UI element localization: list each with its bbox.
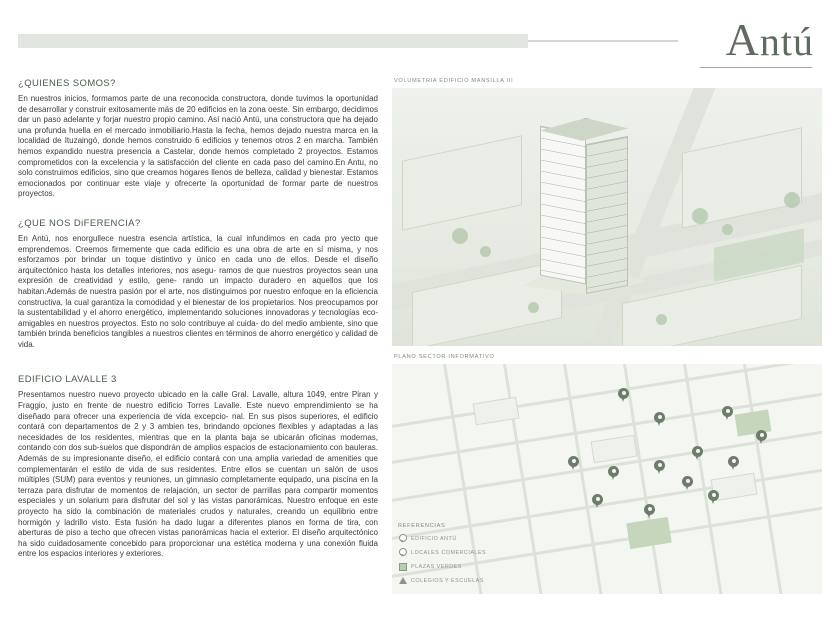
- tower-face-left: [540, 126, 586, 285]
- tree-icon: [480, 246, 491, 257]
- tree-icon: [528, 302, 539, 313]
- building-render: [392, 88, 822, 346]
- map-caption: PLANO SECTOR INFORMATIVO: [394, 354, 495, 360]
- text-column: [18, 78, 378, 560]
- tree-icon: [692, 208, 708, 224]
- tower-volume: [540, 118, 628, 290]
- sector-map: [392, 364, 822, 594]
- map-pin[interactable]: [722, 406, 733, 420]
- legend-item-label: LOCALES COMERCIALES: [411, 549, 487, 556]
- tower-floor-lines: [587, 137, 627, 293]
- map-block: [591, 435, 638, 464]
- header-band-secondary: [528, 40, 678, 42]
- section-title: EDIFICIO LAVALLE 3: [18, 374, 117, 386]
- section-que-nos-diferencia: [18, 218, 378, 351]
- figure-column: [392, 78, 822, 608]
- header-band-primary: [18, 34, 528, 48]
- brand-name-rest: ntú: [759, 19, 814, 64]
- tree-icon: [722, 224, 733, 235]
- brand-name: [694, 14, 814, 65]
- brand-name-initial: A: [725, 14, 760, 65]
- pin-icon: [398, 534, 407, 543]
- tree-icon: [656, 314, 667, 325]
- map-pin[interactable]: [592, 494, 603, 508]
- tree-icon: [452, 228, 468, 244]
- tower-face-right: [586, 136, 628, 294]
- map-pin[interactable]: [708, 490, 719, 504]
- map-pin[interactable]: [692, 446, 703, 460]
- legend-item-label: COLEGIOS Y ESCUELAS: [411, 577, 484, 584]
- section-quienes-somos: [18, 78, 378, 200]
- section-body: En Antú, nos enorgullece nuestra esencia artística, la cual infundimos en cada pro yecto que emprendemos. Creemos firmemente que cada edificio es una obra de arte en sí misma, y nos esforzamos por brindar un toque distintivo y único en cada uno de ellos. Desde el diseño arquitectónico hasta los detalles interiores, nos asegu- ramos de que nuestros proyectos sean una expresión de creatividad y estilo, gene- rando un impacto duradero en aquellos que los habitan.Además de nuestra pasión por el arte, nos distinguimos por nuestro enfoque en la eficiencia constructiva, la cual garantiza la comodidad y el bienestar de los propietarios. Nos preocupamos por la sustentabilidad y el ahorro energético, implementando soluciones innovadoras y tecnologías eco-amigables en nuestros proyectos. Esto no solo contribuye al cuida- do del medio ambiente, sino que también brinda beneficios tangibles a nuestros clientes en términos de ahorro energético y calidad de vida.: [18, 233, 378, 349]
- legend-item-label: PLAZAS VERDES: [411, 563, 462, 570]
- map-pin[interactable]: [654, 460, 665, 474]
- map-pin[interactable]: [654, 412, 665, 426]
- legend-item: [398, 576, 548, 585]
- pin-icon: [398, 548, 407, 557]
- legend-item: [398, 534, 548, 543]
- map-pin[interactable]: [756, 430, 767, 444]
- square-icon: [398, 562, 407, 571]
- tree-icon: [784, 192, 800, 208]
- brand-underline: [700, 67, 812, 68]
- legend-item-label: EDIFICIO ANTÚ: [411, 535, 457, 542]
- legend-item: [398, 548, 548, 557]
- triangle-icon: [398, 576, 407, 585]
- map-pin[interactable]: [618, 388, 629, 402]
- map-pin[interactable]: [728, 456, 739, 470]
- render-caption: VOLUMETRIA EDIFICIO MANSILLA III: [394, 78, 514, 84]
- legend-title: REFERENCIAS: [398, 523, 446, 529]
- tower-floor-lines: [541, 127, 585, 284]
- map-pin[interactable]: [644, 504, 655, 518]
- map-legend: [398, 523, 548, 590]
- header-band: [18, 34, 678, 48]
- map-pin[interactable]: [608, 466, 619, 480]
- map-green-area: [626, 517, 672, 549]
- legend-item: [398, 562, 548, 571]
- brand-logo: [694, 14, 814, 70]
- section-title: ¿QUE NOS DiFERENCIA?: [18, 217, 141, 229]
- section-body: En nuestros inicios, formamos parte de una reconocida constructora, donde tuvimos la oportunidad de desarrollar y construir exitosamente más de 20 edificios en la zona oeste. Sin embargo, decidimos dar un paso adelante y forjar nuestro propio camino. Así nació Antú, una constructora que ha dejado una profunda huella en el mercado inmobiliario.Hasta la fecha, hemos dejado nuestra marca en la localidad de Ituzaingó, donde hemos construido 6 edificios y tenemos otros 2 en marcha. También hemos expandido nuestra presencia a Castelar, donde hemos completado 2 proyectos. Estamos comprometidos con la excelencia y la satisfacción del cliente en cada paso del camino.En Antu, no solo construimos edificios, sino que creamos hogares llenos de belleza, calidad y bienestar. Estamos emocionados por continuar este viaje y ofrecerte la oportunidad de formar parte de nuestros proyectos.: [18, 94, 378, 199]
- section-edificio-lavalle-3: [18, 374, 378, 560]
- section-title: ¿QUIENES SOMOS?: [18, 78, 116, 89]
- section-body: Presentamos nuestro nuevo proyecto ubicado en la calle Gral. Lavalle, altura 1049, entre Piran y Fraggio, justo en frente de nuestro edificio Torres Lavalle. Este nuevo emprendimiento se ha diseñado para ofrecer una experiencia de vida excepcio- nal. En sus pisos superiores, el edificio contará con departamentos de 2 y 3 ambien tes, brindando opciones flexibles y adaptadas a las necesidades de los residentes, mientras que en la planta baja se ubicarán oficinas modernas, contando con dos sub-suelos que dispondrán de amplios espacios de estacionamiento con bauleras. Además de su impresionante diseño, el edificio contará con una amplia variedad de amenities que complementarán el estilo de vida de sus residentes. Entre ellos se cuentan un salón de usos múltiples (SUM) para eventos y reuniones, un gimnasio completamente equipado, una piscina en la terraza para disfrutar de momentos de relajación, un sector de parrillas para compartir momentos especiales y un solarium para disfrutar del sol y las vistas panorámicas. Nuestro enfoque en este proyecto ha sido la combinación de materiales crudos y naturales, creando un equilibrio entre hormigón y ladrillo visto. Esta fusión ha dado lugar a diferentes planos en forma de tira, con aberturas de piso a techo que ofrecen vistas panorámicas hacia el exterior. El diseño arquitectónico ha sido cuidadosamente concebido para proporcionar una estética moderna y una conexión fluida entre los espacios interiores y exteriores.: [18, 390, 378, 559]
- map-pin[interactable]: [568, 456, 579, 470]
- map-pin[interactable]: [682, 476, 693, 490]
